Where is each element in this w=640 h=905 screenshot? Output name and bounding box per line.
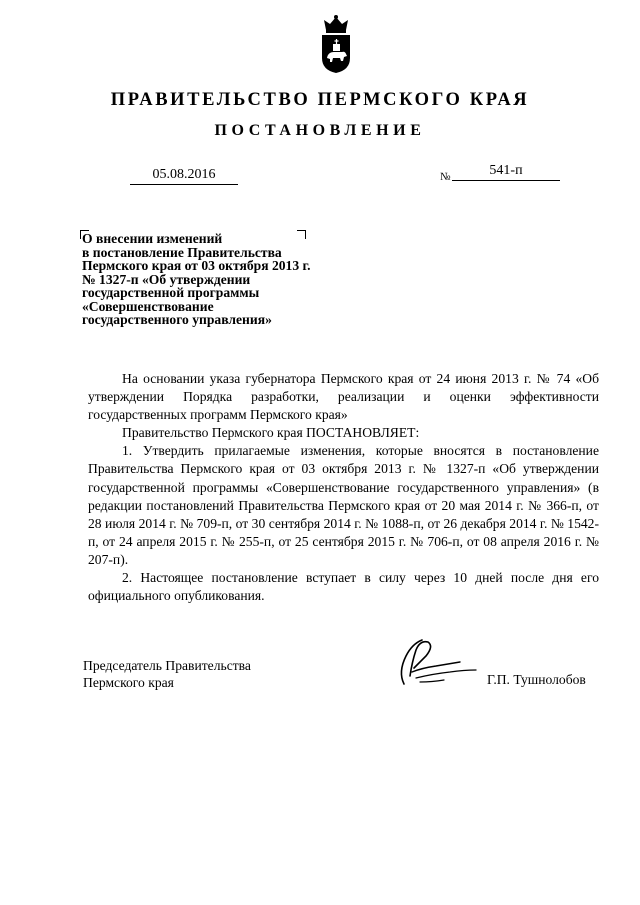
- title-line: государственного управления»: [82, 312, 272, 327]
- body-paragraph-item-2: 2. Настоящее постановление вступает в силу через 10 дней после дня его официального опубликования.: [88, 570, 599, 604]
- signer-position-line: Пермского края: [83, 674, 174, 690]
- signer-position-line: Председатель Правительства: [83, 658, 251, 673]
- coat-of-arms-icon: [318, 14, 354, 74]
- title-line: «Совершенствование: [82, 298, 214, 314]
- organization-header: ПРАВИТЕЛЬСТВО ПЕРМСКОГО КРАЯ: [110, 90, 530, 110]
- document-date: 05.08.2016: [130, 167, 238, 185]
- document-title: [82, 232, 322, 327]
- number-sign: №: [440, 171, 451, 183]
- title-line: государственной программы: [82, 285, 260, 300]
- document-type: ПОСТАНОВЛЕНИЕ: [214, 122, 426, 139]
- body-paragraph-resolves: Правительство Пермского края ПОСТАНОВЛЯЕТ:: [122, 425, 420, 441]
- title-line: Пермского края от 03 октября 2013 г.: [82, 258, 311, 273]
- title-line: № 1327-п «Об утверждении: [82, 271, 251, 287]
- handwritten-signature: [392, 632, 482, 692]
- signer-position: [83, 658, 251, 691]
- document-number: 541-п: [452, 163, 560, 181]
- document-body: [88, 370, 599, 605]
- body-paragraph-item-1: 1. Утвердить прилагаемые изменения, которые вносятся в постановление Правительства Пермского края от 03 октября 2013 г. № 1327-п «Об утверждении государственной программы «Совершенствование государственного управления» (в редакции постановлений Правительства Пермского края от 20 мая 2014 г. № 366-п, от 28 июля 2014 г. № 709-п, от 30 сентября 2014 г. № 1088-п, от 26 декабря 2014 г. № 1542-п, от 24 апреля 2015 г. № 255-п, от 25 сентября 2015 г. № 706-п, от 08 апреля 2016 г. № 207-п).: [88, 443, 599, 567]
- signer-name: Г.П. Тушнолобов: [487, 672, 586, 687]
- title-line: О внесении изменений: [82, 231, 223, 246]
- body-paragraph-basis: На основании указа губернатора Пермского края от 24 июня 2013 г. № 74 «Об утверждении Порядка разработки, реализации и оценки эффективности государственных программ Пермского края»: [88, 371, 599, 423]
- title-line: в постановление Правительства: [82, 244, 282, 260]
